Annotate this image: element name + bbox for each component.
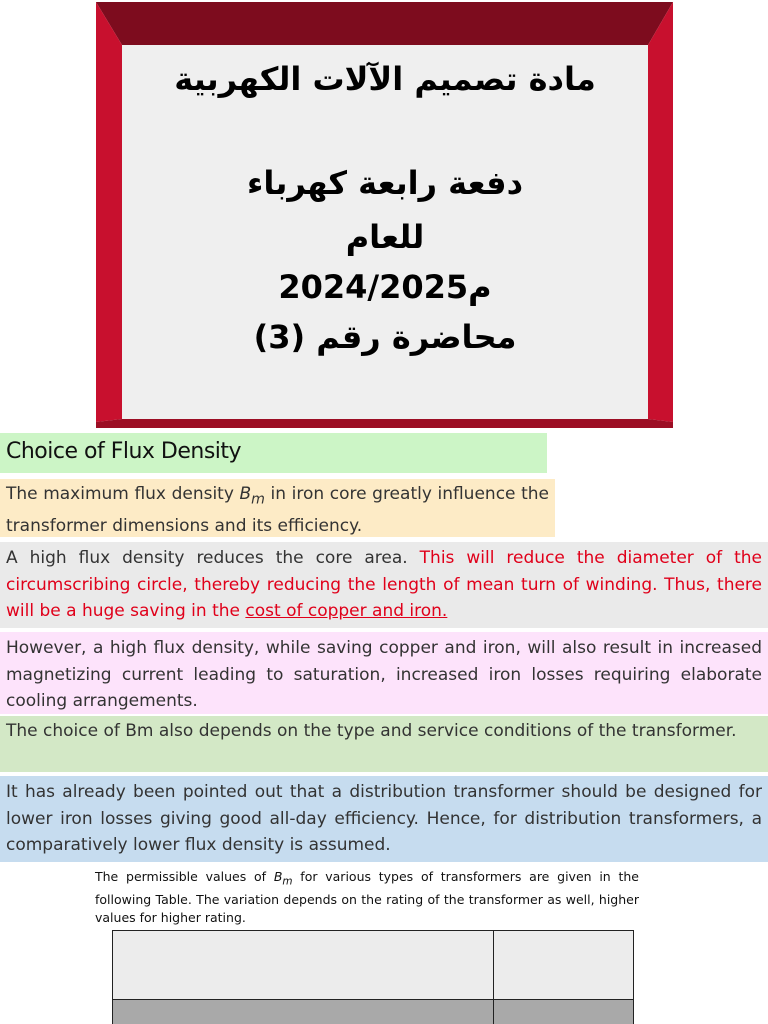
table-note	[95, 868, 639, 926]
note-text-post: for various types of transformers are given in the following Table. The variation depends on the rating of the transformer as well, higher values for higher rating.	[95, 869, 639, 925]
p2-text-normal: A high flux density reduces the core area.	[6, 548, 420, 568]
table-cell	[113, 931, 494, 1000]
course-title: مادة تصميم الآلات الكهربية	[174, 60, 596, 98]
p1-text-post: in iron core greatly influence the transformer dimensions and its efficiency.	[6, 484, 549, 536]
paragraph-high-flux-benefits	[0, 542, 768, 628]
paragraph-bm-choice	[0, 716, 768, 772]
table-cell	[494, 931, 634, 1000]
p2-text-red: This will reduce the diameter of the circumscribing circle, thereby reducing the length of mean turn of winding. Thus, there will be a huge saving in the	[6, 548, 762, 621]
p3-text: However, a high flux density, while saving copper and iron, will also result in increased magnetizing current leading to saturation, increased iron losses requiring elaborate cooling arrangements.	[6, 638, 762, 711]
table-row	[113, 931, 634, 1000]
lecture-number: محاضرة رقم (3)	[253, 318, 517, 356]
note-symbol: B	[273, 869, 283, 884]
table-cell	[113, 1000, 494, 1024]
p4-text: The choice of Bm also depends on the type and service conditions of the transformer.	[6, 721, 737, 741]
p2-text-red-underline: cost of copper and iron.	[245, 601, 448, 621]
p1-symbol-sub: m	[251, 491, 265, 508]
class-title: دفعة رابعة كهرباء	[246, 164, 524, 202]
paragraph-distribution-transformer	[0, 776, 768, 862]
year-label: للعام	[345, 218, 425, 256]
note-symbol-sub: m	[282, 875, 293, 888]
table-cell	[494, 1000, 634, 1024]
table-row	[113, 1000, 634, 1024]
p5-text: It has already been pointed out that a distribution transformer should be designed for lower iron losses giving good all-day efficiency. Hence, for distribution transformers, a comparatively lower flux density is assumed.	[6, 782, 762, 855]
section-heading	[0, 433, 547, 473]
section-heading-text: Choice of Flux Density	[6, 439, 242, 464]
p1-symbol: B	[239, 484, 252, 504]
p1-text-pre: The maximum flux density	[6, 484, 240, 504]
flux-density-table	[112, 930, 634, 1024]
note-text-pre: The permissible values of	[95, 869, 274, 884]
academic-year: 2024/2025م	[278, 268, 492, 306]
title-card	[122, 45, 648, 419]
paragraph-flux-density-intro	[0, 479, 555, 537]
paragraph-high-flux-drawbacks	[0, 632, 768, 714]
